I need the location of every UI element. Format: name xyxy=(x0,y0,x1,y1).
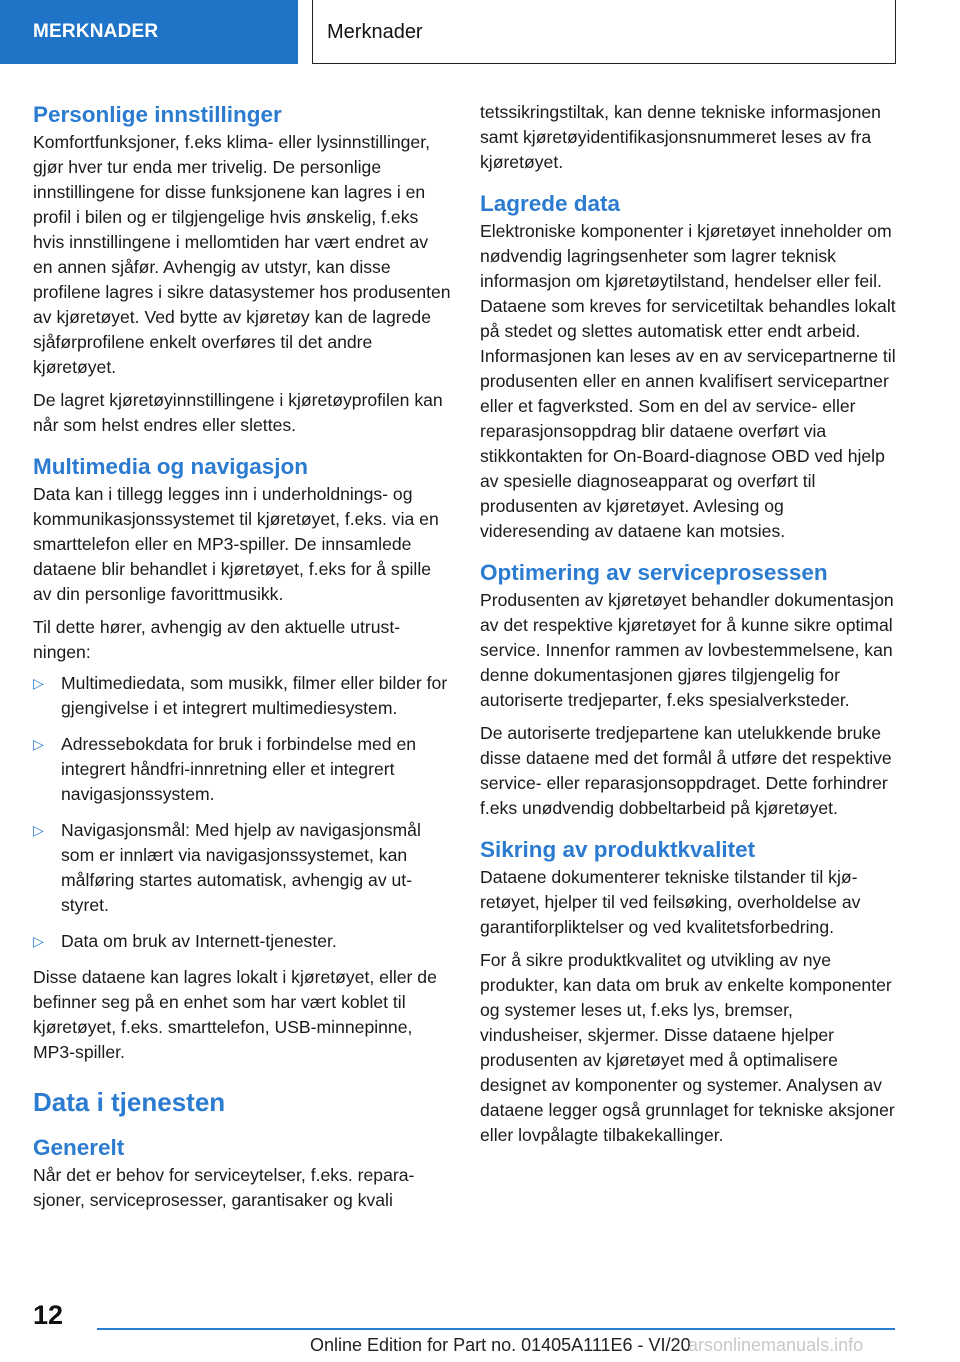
triangle-bullet-icon: ▷ xyxy=(33,933,44,949)
right-column xyxy=(480,100,896,1148)
triangle-bullet-icon: ▷ xyxy=(33,736,44,752)
paragraph: For å sikre produktkvalitet og utvikling av nye produkter, kan data om bruk av enkelte komponenter og systemer leses ut, f.eks lys, bremser, vindusheiser, skjermer. Disse dataene hjelper produsenten av kjøretøyet med å optimalisere designet av komponenter og systemer. Analysen av dataene legger også grunnlaget for tekniske aksjoner eller lovpålagte tilbakekallinger. xyxy=(480,950,895,1145)
paragraph: Når det er behov for serviceytelser, f.eks. reparasjoner, serviceprosesser, garantisaker og kvali xyxy=(33,1165,415,1210)
page-number: 12 xyxy=(33,1300,64,1330)
heading-general: Generelt xyxy=(33,1135,125,1160)
paragraph: Data kan i tillegg legges inn i underholdnings- og kommunikasjonssystemet til kjøretøyet, f.eks. via en smarttelefon eller en MP3-spiller. De innsamlede dataene blir behandlet i kjøretøyet, f.eks for å spille av din personlige favorittmusikk. xyxy=(33,484,439,604)
section-tab: MERKNADER xyxy=(0,0,298,64)
paragraph: Elektroniske komponenter i kjøretøyet inneholder om nødvendig lagringsenheter som lagrer teknisk informasjon om kjøretøytilstand, hendelser eller feil. Dataene som kreves for servicetiltak behandles lokalt på stedet og slettes automatisk etter endt arbeid. Informasjonen kan leses av en av servicepartnerne til produsenten eller en annen kvalifisert servicepartner eller et fagverksted. Som en del av service- eller reparasjonsoppdrag blir dataene overført via stikkontakten for On-Board-diagnose OBD ved hjelp av spesielle diagnoseapparat og overført til produsenten av kjøretøyet. Avlesing og videresending av dataene kan motsies. xyxy=(480,221,896,541)
paragraph: Komfortfunksjoner, f.eks klima- eller lysinnstillinger, gjør hver tur enda mer trivelig. De personlige innstillingene for disse funksjonene kan lagres i en profil i bilen og er tilgjengelige hvis ønskelig, f.eks hvis innstillingene i mellomtiden har vært endret av en annen sjåfør. Avhengig av utstyr, kan disse profilene lagres i sikre datasystemer hos produsenten av kjøretøyet. Ved bytte av kjøretøy kan de lagrede sjåførprofilene enkelt overføres til det andre kjøretøyet. xyxy=(33,132,451,377)
bullet-list xyxy=(33,671,451,954)
paragraph: Til dette hører, avhengig av den aktuelle utrustningen: xyxy=(33,617,401,662)
list-item: ▷ Adressebokdata for bruk i forbindelse med en integrert håndfri-innretning eller et integrert navigasjonssystem. xyxy=(33,734,417,804)
paragraph: Disse dataene kan lagres lokalt i kjøretøyet, eller de befinner seg på en enhet som har vært koblet til kjøretøyet, f.eks. smarttelefon, USB-minnepinne, MP3-spiller. xyxy=(33,967,437,1062)
paragraph: De autoriserte tredjepartene kan utelukkende bruke disse dataene med det formål å utføre det respektive service- eller reparasjonsoppdraget. Dette forhindrer f.eks unødvendig dobbeltarbeid på kjøretøyet. xyxy=(480,723,892,818)
list-item: ▷ Multimediedata, som musikk, filmer eller bilder for gjengivelse i et integrert multimediesystem. xyxy=(33,673,448,718)
left-column xyxy=(33,100,451,1213)
triangle-bullet-icon: ▷ xyxy=(33,675,44,691)
list-item: ▷ Navigasjonsmål: Med hjelp av navigasjonsmål som er innlært via navigasjonssystemet, kan målføring startes automatisk, avhengig av utstyret. xyxy=(33,820,421,915)
heading-multimedia: Multimedia og navigasjon xyxy=(33,454,309,479)
paragraph: Dataene dokumenterer tekniske tilstander til kjøretøyet, hjelper til ved feilsøking, overholdelse av garantiforpliktelser og ved kvalitetsforbedring. xyxy=(480,867,861,937)
edition-text: Online Edition for Part no. 01405A111E6 - VI/20 xyxy=(310,1335,691,1355)
heading-product-quality: Sikring av produktkvalitet xyxy=(480,837,756,862)
list-item: ▷ Data om bruk av Internett-tjenester. xyxy=(33,929,451,954)
heading-stored-data: Lagrede data xyxy=(480,191,621,216)
paragraph: tetssikringstiltak, kan denne tekniske informasjonen samt kjøretøyidentifikasjonsnummeret leses av fra kjøretøyet. xyxy=(480,102,881,172)
paragraph: Produsenten av kjøretøyet behandler dokumentasjon av det respektive kjøretøyet for å kunne sikre optimal service. Innenfor rammen av lovbestemmelsene, kan denne dokumentasjonen gjøres tilgjengelig for autoriserte tredjeparter, f.eks spesialverksteder. xyxy=(480,590,894,710)
heading-personal-settings: Personlige innstillinger xyxy=(33,102,282,127)
paragraph: De lagret kjøretøyinnstillingene i kjøretøyprofilen kan når som helst endres eller slettes. xyxy=(33,390,443,435)
section-title: Merknader xyxy=(312,0,896,64)
heading-data-in-service: Data i tjenesten xyxy=(33,1087,226,1117)
footer-divider xyxy=(97,1328,895,1330)
watermark: arsonlinemanuals.info xyxy=(688,1335,864,1355)
heading-optimize-service: Optimering av serviceprosessen xyxy=(480,560,828,585)
triangle-bullet-icon: ▷ xyxy=(33,822,44,838)
